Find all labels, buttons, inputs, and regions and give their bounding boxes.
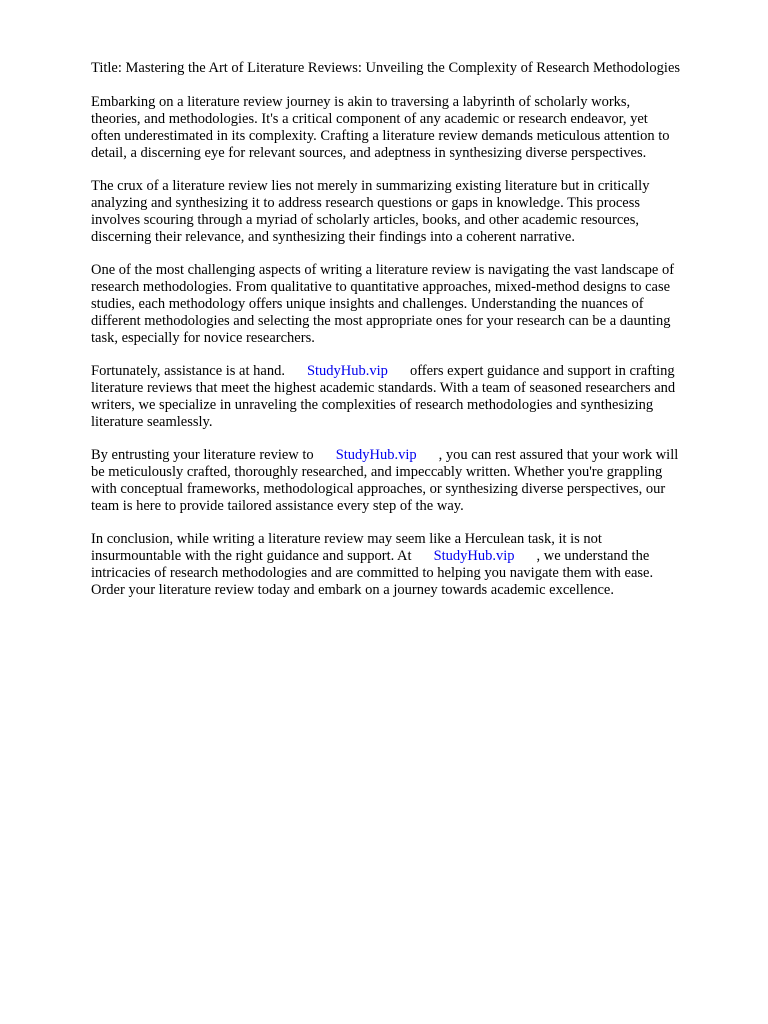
paragraph-line: The crux of a literature review lies not merely in summarizing existing literature but in critically [91, 178, 650, 194]
paragraph-line: Embarking on a literature review journey is akin to traversing a labyrinth of scholarly works, [91, 94, 631, 110]
paragraph-line: studies, each methodology offers unique insights and challenges. Understanding the nuances of [91, 296, 644, 312]
paragraph-line: In conclusion, while writing a literature review may seem like a Herculean task, it is not [91, 531, 602, 547]
line-text: Fortunately, assistance is at hand. [91, 363, 285, 379]
paragraph-line: research methodologies. From qualitative to quantitative approaches, mixed-method designs to case [91, 279, 671, 295]
paragraph-methodologies [91, 262, 738, 347]
paragraph-line: writers, we specialize in unraveling the complexities of research methodologies and synthesizing [91, 397, 654, 413]
paragraph-line: detail, a discerning eye for relevant sources, and adeptness in synthesizing diverse perspectives. [91, 145, 647, 161]
paragraph-line: task, especially for novice researchers. [91, 330, 315, 346]
paragraph-line: Order your literature review today and embark on a journey towards academic excellence. [91, 582, 614, 598]
paragraph-line: One of the most challenging aspects of writing a literature review is navigating the vast landscape of [91, 262, 675, 278]
line-text: By entrusting your literature review to [91, 447, 314, 463]
paragraph-line: often underestimated in its complexity. Crafting a literature review demands meticulous attention to [91, 128, 670, 144]
line-text: , we understand the [536, 548, 650, 564]
paragraph-line: theories, and methodologies. It's a critical component of any academic or research endeavor, yet [91, 111, 648, 127]
paragraph-line: intricacies of research methodologies and are committed to helping you navigate them with ease. [91, 565, 654, 581]
studyhub-link[interactable]: StudyHub.vip [306, 363, 388, 379]
line-text: insurmountable with the right guidance and support. At [91, 548, 412, 564]
paragraph-line [91, 363, 738, 380]
line-text: offers expert guidance and support in crafting [409, 363, 675, 379]
document-title: Title: Mastering the Art of Literature Reviews: Unveiling the Complexity of Research Methodologies [91, 60, 681, 76]
paragraph-line: analyzing and synthesizing it to address research questions or gaps in knowledge. This process [91, 195, 640, 211]
paragraph-line [91, 447, 738, 464]
studyhub-link[interactable]: StudyHub.vip [335, 447, 417, 463]
paragraph-line: with conceptual frameworks, methodological approaches, or synthesizing diverse perspectives, our [91, 481, 666, 497]
paragraph-line: involves scouring through a myriad of scholarly articles, books, and other academic resources, [91, 212, 640, 228]
paragraph-line: literature seamlessly. [91, 414, 213, 430]
line-text: , you can rest assured that your work will [438, 447, 679, 463]
studyhub-link[interactable]: StudyHub.vip [433, 548, 515, 564]
paragraph-assistance [91, 363, 738, 431]
paragraph-line: discerning their relevance, and synthesizing their findings into a coherent narrative. [91, 229, 575, 245]
paragraph-entrusting [91, 447, 738, 515]
paragraph-line: be meticulously crafted, thoroughly researched, and impeccably written. Whether you're grappling [91, 464, 663, 480]
paragraph-conclusion [91, 531, 738, 599]
paragraph-intro [91, 94, 738, 162]
paragraph-line: team is here to provide tailored assistance every step of the way. [91, 498, 464, 514]
paragraph-line [91, 548, 738, 565]
paragraph-line: literature reviews that meet the highest academic standards. With a team of seasoned researchers and [91, 380, 676, 396]
paragraph-crux [91, 178, 738, 246]
paragraph-line: different methodologies and selecting the most appropriate ones for your research can be a daunting [91, 313, 671, 329]
